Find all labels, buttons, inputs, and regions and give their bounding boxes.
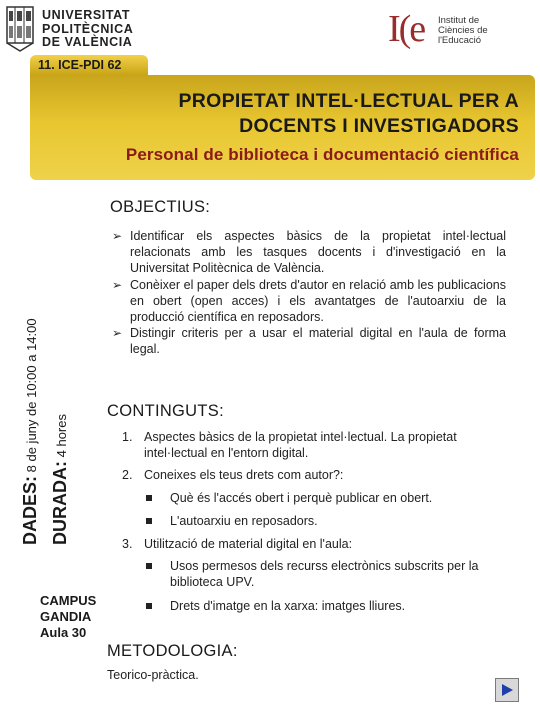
ice-name [438,16,488,46]
upv-shield-icon [6,6,34,52]
university-line-2: POLITÈCNICA [42,21,134,36]
list-item [112,325,506,357]
ice-line-3: l'Educació [438,35,482,46]
square-bullet-icon [146,563,152,569]
dates-info [20,318,41,545]
list-item [116,490,516,506]
duration-label: DURADA: [50,461,70,545]
ice-mark: I(e [388,8,425,50]
page-subtitle: Personal de biblioteca i documentació científica [125,145,519,164]
course-code: 11. ICE-PDI 62 [38,58,122,72]
play-triangle-icon [499,682,515,698]
list-item [116,429,516,461]
upv-logo [6,6,156,58]
item-number: 1. [122,430,133,444]
arrow-bullet-icon: ➢ [112,326,123,341]
item-number: 2. [122,468,133,483]
content-subtext: L'autoarxiu en reposadors. [170,513,318,528]
title-banner [30,75,535,180]
content-text: Coneixes els teus drets com autor?: [144,468,344,483]
methodology-heading: METODOLOGIA: [107,642,238,660]
objective-text: Distingir criteris per a usar el material digital en l'aula de forma legal. [130,326,506,357]
list-item [116,513,516,529]
square-bullet-icon [146,495,152,501]
campus-line-3: Aula 30 [40,625,87,640]
dates-value: 8 de juny de 10:00 a 14:00 [24,318,39,473]
content-subtext: Què és l'accés obert i perquè publicar en obert. [170,490,433,505]
ice-logo [388,8,520,54]
objectives-heading: OBJECTIUS: [110,198,211,216]
ice-line-2: Ciències de [438,25,488,36]
content-subtext: Usos permesos dels recurss electrònics subscrits per la biblioteca UPV. [170,559,479,590]
campus-line-1: CAMPUS [40,593,97,608]
university-line-3: DE VALÈNCIA [42,35,133,49]
university-line-1: UNIVERSITAT [42,8,131,22]
objectives-list [112,228,506,358]
course-tab [30,55,148,75]
list-item [116,558,516,590]
ice-line-1: Institut de [438,15,480,26]
content-text: Aspectes bàsics de la propietat intel·lectual. La propietat intel·lectual en l'entorn digital. [144,430,457,461]
next-slide-button[interactable] [495,678,519,702]
duration-value: 4 hores [54,414,69,458]
square-bullet-icon [146,603,152,609]
campus-line-2: GANDIA [40,609,92,624]
list-item [116,536,516,552]
methodology-text: Teorico-pràctica. [107,668,199,682]
list-item [116,467,516,483]
dates-label: DADES: [20,475,40,545]
page-title: PROPIETAT INTEL·LECTUAL PER A DOCENTS I INVESTIGADORS [178,90,519,137]
arrow-bullet-icon: ➢ [112,229,123,243]
content-text: Utilització de material digital en l'aula: [144,537,353,552]
arrow-bullet-icon: ➢ [112,277,123,292]
objective-text: Identificar els aspectes bàsics de la propietat intel·lectual relacionats amb les tasques docents i d'investigació en la Universitat Politècnica de València. [130,229,506,276]
campus-block [40,593,97,641]
objective-text: Conèixer el paper dels drets d'autor en relació amb les publicacions en obert (open acces) i els avantatges de l'autoarxiu de la producció científica en reposadors. [130,277,506,325]
contents-heading: CONTINGUTS: [107,402,224,420]
list-item [116,598,516,614]
university-name [42,9,133,50]
list-item [112,277,506,326]
list-item [112,228,506,277]
item-number: 3. [122,537,133,552]
duration-info [50,414,71,545]
content-subtext: Drets d'imatge en la xarxa: imatges lliures. [170,598,406,613]
contents-list [116,429,516,621]
square-bullet-icon [146,518,152,524]
